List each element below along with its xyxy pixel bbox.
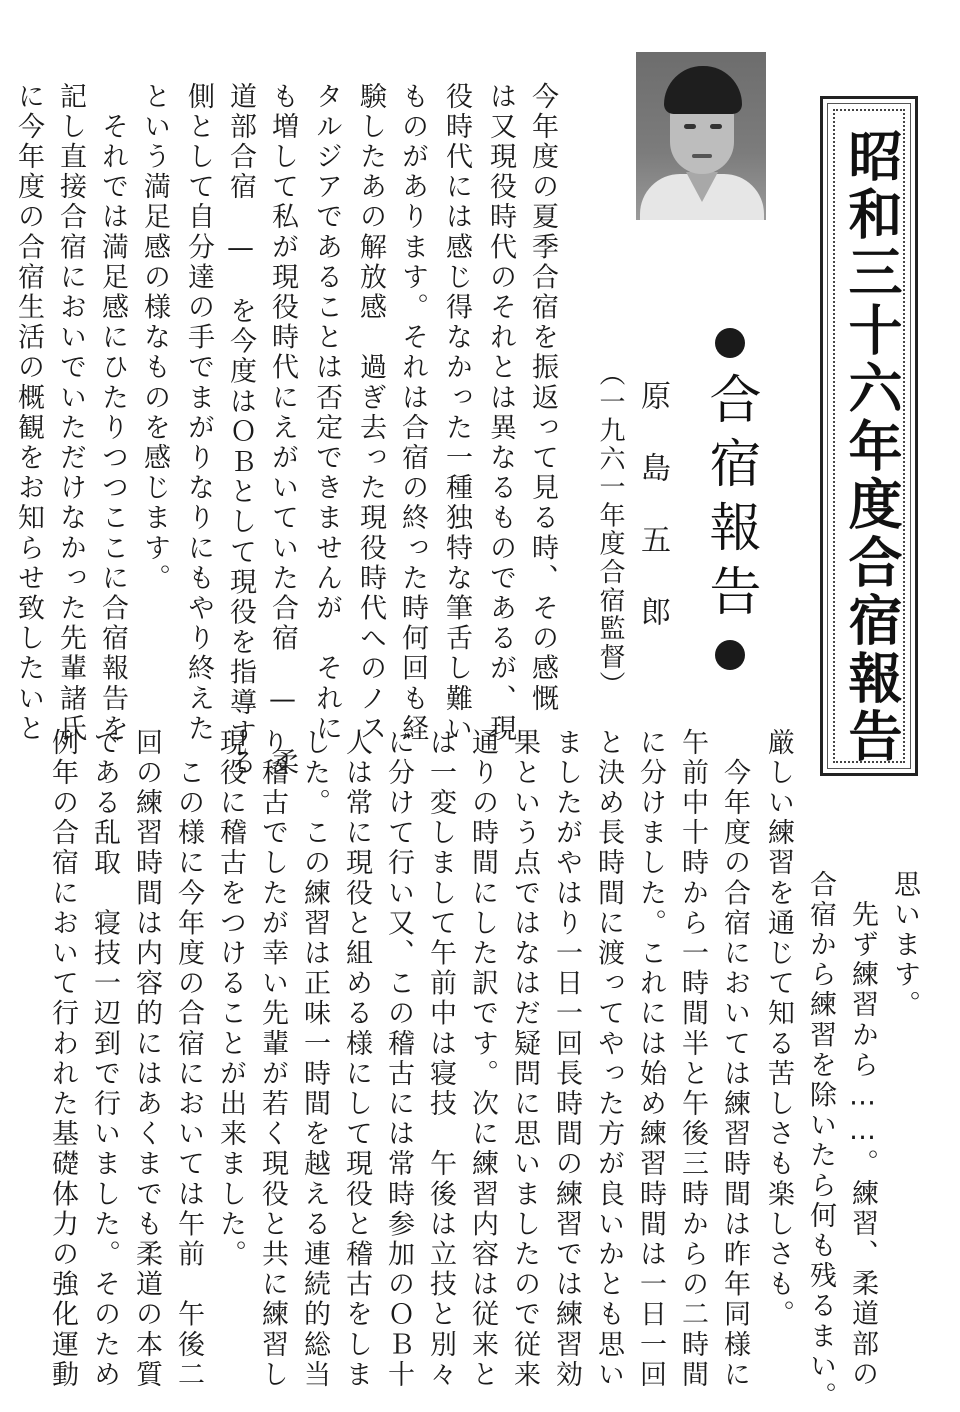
bullet-icon (715, 640, 745, 670)
author-role: （一九六一年度合宿監督） (595, 360, 625, 700)
upper-column: タルジアであることは否定できませんが それに (311, 82, 342, 745)
photo-mouth (692, 154, 712, 158)
photo-hair (664, 66, 742, 114)
lower-column: 合宿から練習を除いたら何も残るまい。 (805, 870, 836, 1412)
article-title: 合宿報告 (700, 372, 760, 628)
lower-column: した。この練習は正味一時間を越える連続的総当 (299, 728, 330, 1391)
upper-column: 今年度の夏季合宿を振返って見る時、その感慨 (527, 82, 558, 715)
upper-column: という満足感の様なものを感じます。 (139, 82, 170, 594)
upper-column: 役時代には感じ得なかった一種独特な筆舌し難い (441, 82, 472, 745)
lower-column: に分けて行い又、この稽古には常時参加のＯＢ十 (383, 728, 414, 1391)
lower-column: 現役に稽古をつけることが出来ました。 (215, 728, 246, 1270)
lower-column: 今年度の合宿においては練習時間は昨年同様に (719, 728, 750, 1391)
lower-column: 先ず練習から……。練習、柔道部の (847, 870, 878, 1390)
lower-column: 思います。 (889, 870, 920, 1021)
lower-column: 例年の合宿において行われた基礎体力の強化運動 (47, 728, 78, 1391)
main-title: 昭和三十六年度合宿報告 (840, 128, 904, 766)
upper-column: は又現役時代のそれとは異なるものであるが、現 (485, 82, 516, 745)
bullet-icon (715, 328, 745, 358)
lower-column: 回の練習時間は内容的にはあくまでも柔道の本質 (131, 728, 162, 1391)
author-name: 原島五郎 (635, 380, 670, 668)
upper-column: も増して私が現役時代にえがいていた合宿 — 柔 (267, 82, 298, 779)
upper-column: ものがあります。それは合宿の終った時何回も経 (397, 82, 428, 745)
lower-column: に分けました。これには始め練習時間は一日一回 (635, 728, 666, 1391)
lower-column: 通りの時間にした訳です。次に練習内容は従来と (467, 728, 498, 1391)
photo-eye-left (684, 124, 696, 129)
upper-column: に今年度の合宿生活の概観をお知らせ致したいと (13, 82, 44, 745)
upper-column: 記し直接合宿においでいただけなかった先輩諸氏 (55, 82, 86, 745)
lower-column: 午前中十時から一時間半と午後三時からの二時間 (677, 728, 708, 1391)
upper-column: 験したあの解放感 過ぎ去った現役時代へのノス (355, 82, 386, 745)
upper-column: 側として自分達の手でまがりなりにもやり終えた (183, 82, 214, 745)
lower-column: と決め長時間に渡ってやった方が良いかとも思い (593, 728, 624, 1391)
lower-column: この様に今年度の合宿においては午前 午後二 (173, 728, 204, 1391)
lower-column: 人は常に現役と組める様にして現役と稽古をしま (341, 728, 372, 1391)
upper-column: それでは満足感にひたりつつここに合宿報告を (97, 82, 128, 745)
lower-column: ましたがやはり一日一回長時間の練習では練習効 (551, 728, 582, 1391)
lower-column: 厳しい練習を通じて知る苦しさも楽しさも。 (763, 728, 794, 1330)
author-photo (636, 52, 766, 220)
lower-column: 果という点ではなはだ疑問に思いましたので従来 (509, 728, 540, 1391)
lower-column: は一変しまして午前中は寝技 午後は立技と別々 (425, 728, 456, 1391)
lower-column: である乱取 寝技一辺到で行いました。そのため (89, 728, 120, 1391)
lower-column: り稽古でしたが幸い先輩が若く現役と共に練習し (257, 728, 288, 1391)
upper-column: 道部合宿 — を今度はＯＢとして現役を指導する (225, 82, 256, 779)
photo-eye-right (710, 124, 722, 129)
